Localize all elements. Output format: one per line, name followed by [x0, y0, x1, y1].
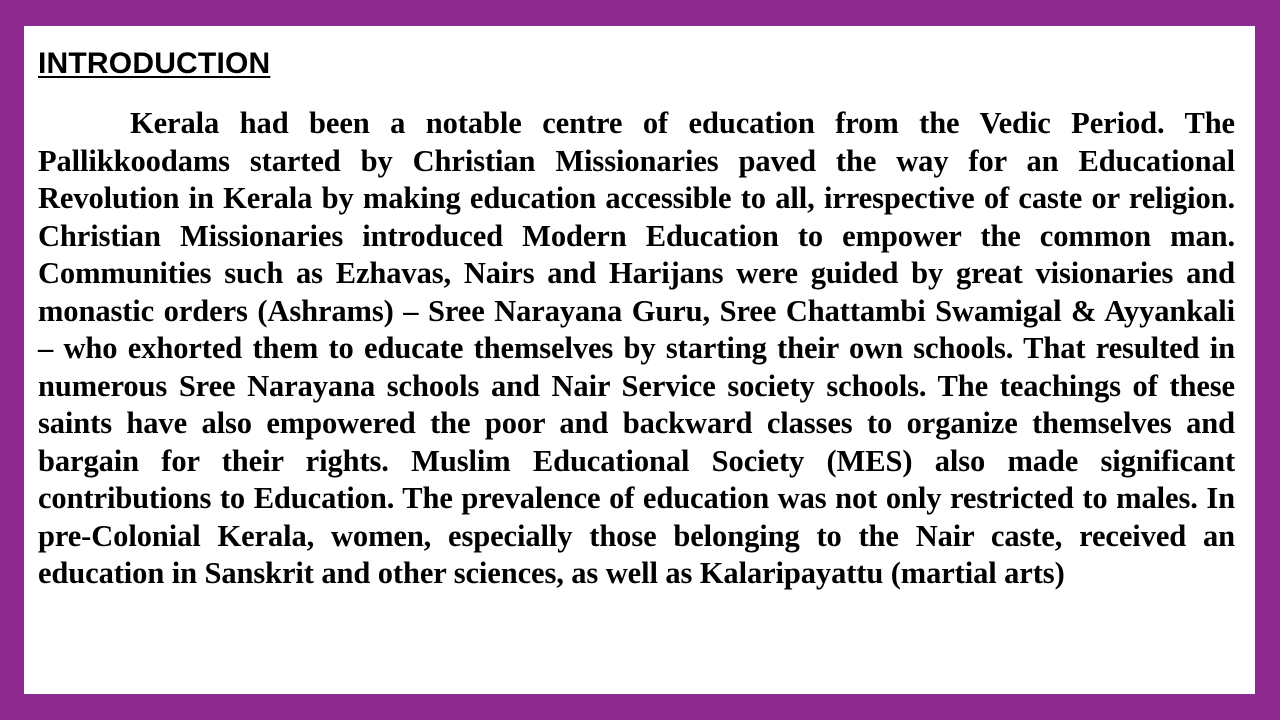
slide-content-area: [24, 26, 1255, 694]
slide-heading: INTRODUCTION: [38, 47, 271, 80]
slide-body-paragraph: Kerala had been a notable centre of education from the Vedic Period. The Pallikkoodams started by Christian Missionaries paved the way for an Educational Revolution in Kerala by making education accessible to all, irrespective of caste or religion. Christian Missionaries introduced Modern Education to empower the common man. Communities such as Ezhavas, Nairs and Harijans were guided by great visionaries and monastic orders (Ashrams) – Sree Narayana Guru, Sree Chattambi Swamigal & Ayyankali – who exhorted them to educate themselves by starting their own schools. That resulted in numerous Sree Narayana schools and Nair Service society schools. The teachings of these saints have also empowered the poor and backward classes to organize themselves and bargain for their rights. Muslim Educational Society (MES) also made significant contributions to Education. The prevalence of education was not only restricted to males. In pre-Colonial Kerala, women, especially those belonging to the Nair caste, received an education in Sanskrit and other sciences, as well as Kalaripayattu (martial arts): [38, 106, 1235, 590]
